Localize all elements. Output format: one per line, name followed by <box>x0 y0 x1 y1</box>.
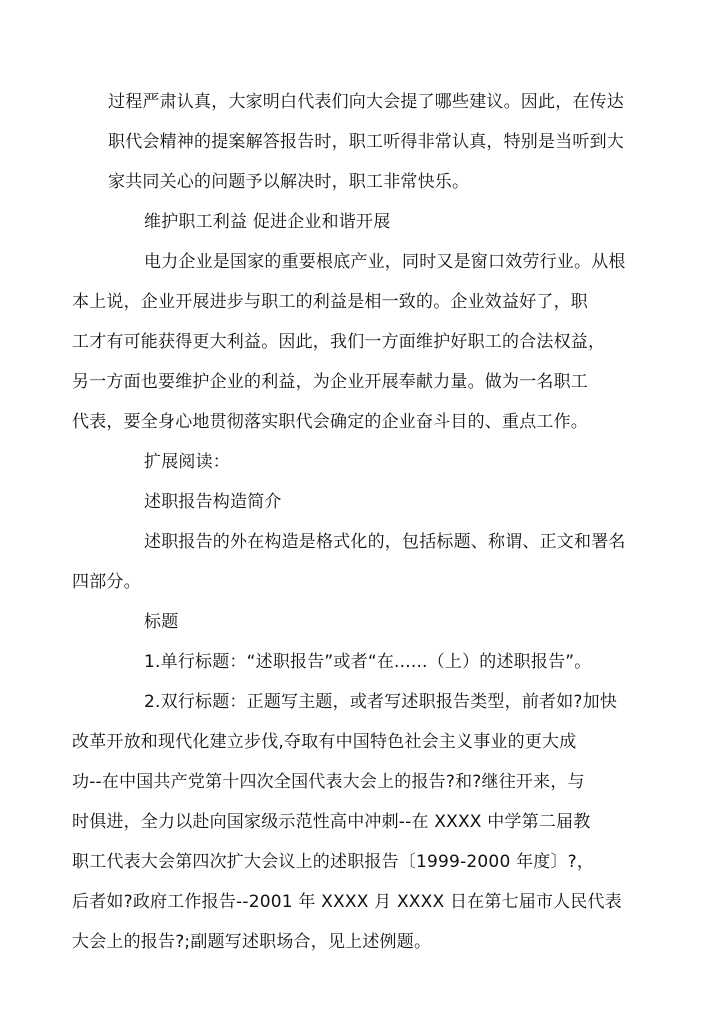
text-line: 代表，要全身心地贯彻落实职代会确定的企业奋斗目的、重点工作。 <box>72 412 588 432</box>
text-line: 改革开放和现代化建立步伐,夺取有中国特色社会主义事业的更大成 <box>72 732 577 752</box>
section-heading-protect-interests <box>108 202 620 242</box>
text-line: 述职报告的外在构造是格式化的，包括标题、称谓、正文和署名 <box>144 532 626 552</box>
text-line: 职工代表大会第四次扩大会议上的述职报告〔1999-2000 年度〕?， <box>72 852 595 872</box>
text-line: 大会上的报告?;副题写述职场合，见上述例题。 <box>72 932 432 952</box>
text-line: 另一方面也要维护企业的利益，为企业开展奉献力量。做为一名职工 <box>72 372 588 392</box>
text-line: 1.单行标题：“述职报告”或者“在......（上）的述职报告”。 <box>144 652 592 672</box>
text-line: 职代会精神的提案解答报告时，职工听得非常认真，特别是当听到大 <box>108 132 624 152</box>
text-line: 工才有可能获得更大利益。因此，我们一方面维护好职工的合法权益， <box>72 332 606 352</box>
text-line: 电力企业是国家的重要根底产业，同时又是窗口效劳行业。从根 <box>144 252 626 272</box>
text-line: 家共同关心的问题予以解决时，职工非常快乐。 <box>108 172 470 192</box>
text-line: 功--在中国共产党第十四次全国代表大会上的报告?和?继往开来，与 <box>72 772 585 792</box>
text-line: 维护职工利益 促进企业和谐开展 <box>144 212 391 232</box>
list-item-single-title <box>108 642 620 682</box>
list-item-double-title <box>72 682 622 962</box>
text-line: 述职报告构造简介 <box>144 492 282 512</box>
text-line: 2.双行标题：正题写主题，或者写述职报告类型，前者如?加快 <box>144 692 618 712</box>
text-line: 时俱进，全力以赴向国家级示范性高中冲刺--在 XXXX 中学第二届教 <box>72 812 591 832</box>
section-heading-title <box>108 602 620 642</box>
para-structure-description <box>72 522 626 602</box>
text-line: 四部分。 <box>72 572 141 592</box>
text-line: 过程严肃认真，大家明白代表们向大会提了哪些建议。因此，在传达 <box>108 92 624 112</box>
para-power-enterprise <box>72 242 626 442</box>
text-line: 标题 <box>144 612 179 632</box>
text-line: 本上说，企业开展进步与职工的利益是相一致的。企业效益好了，职 <box>72 292 588 312</box>
text-line: 后者如?政府工作报告--2001 年 XXXX 月 XXXX 日在第七届市人民代表 <box>72 892 622 912</box>
document-body <box>72 82 626 962</box>
extended-reading-label <box>108 442 620 482</box>
text-line: 扩展阅读： <box>144 452 230 472</box>
section-heading-report-structure <box>108 482 620 522</box>
para-continuation <box>108 82 624 202</box>
